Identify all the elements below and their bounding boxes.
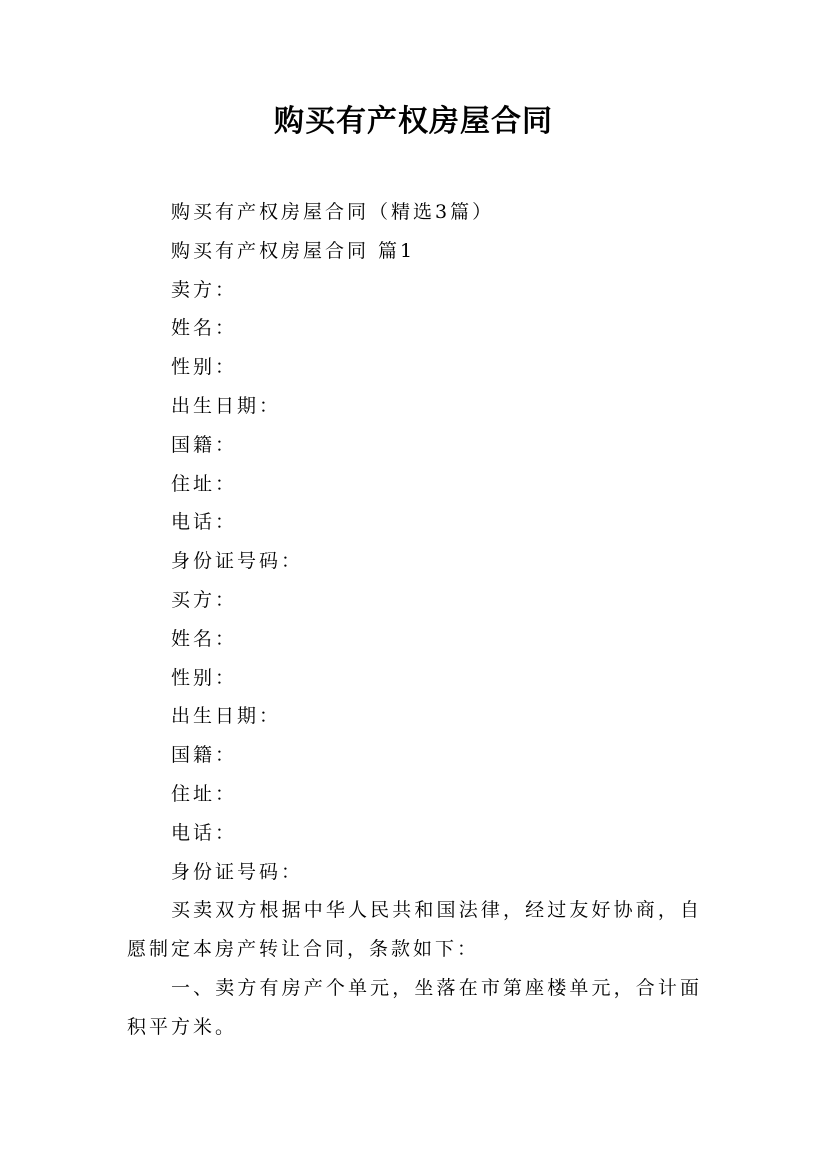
paragraph-clause-1: 一、卖方有房产个单元，坐落在市第座楼单元，合计面积平方米。 [127, 976, 702, 1038]
paragraph-seller-birthdate: 出生日期： [171, 394, 282, 417]
paragraph-buyer-gender: 性别： [171, 666, 238, 689]
paragraph-section-heading: 购买有产权房屋合同 篇1 [171, 239, 416, 262]
paragraph-buyer-id-number: 身份证号码： [171, 860, 304, 883]
paragraph-seller-gender: 性别： [171, 356, 238, 379]
paragraph-agreement-intro: 买卖双方根据中华人民共和国法律，经过友好协商，自愿制定本房产转让合同，条款如下： [127, 899, 702, 961]
paragraph-seller-id-number: 身份证号码： [171, 550, 304, 573]
paragraph-seller-phone: 电话： [171, 511, 238, 534]
paragraph-buyer-nationality: 国籍： [171, 744, 238, 767]
document-body [127, 193, 702, 1047]
paragraph-buyer-phone: 电话： [171, 821, 238, 844]
paragraph-seller-label: 卖方： [171, 278, 238, 301]
paragraph-subtitle: 购买有产权房屋合同（精选3篇） [171, 201, 495, 223]
document-title: 购买有产权房屋合同 [274, 104, 553, 139]
paragraph-buyer-address: 住址： [171, 782, 238, 805]
paragraph-seller-name: 姓名： [171, 317, 238, 340]
paragraph-buyer-birthdate: 出生日期： [171, 705, 282, 728]
paragraph-buyer-label: 买方： [171, 588, 238, 611]
paragraph-seller-address: 住址： [171, 472, 238, 495]
paragraph-seller-nationality: 国籍： [171, 433, 238, 456]
paragraph-buyer-name: 姓名： [171, 627, 238, 650]
